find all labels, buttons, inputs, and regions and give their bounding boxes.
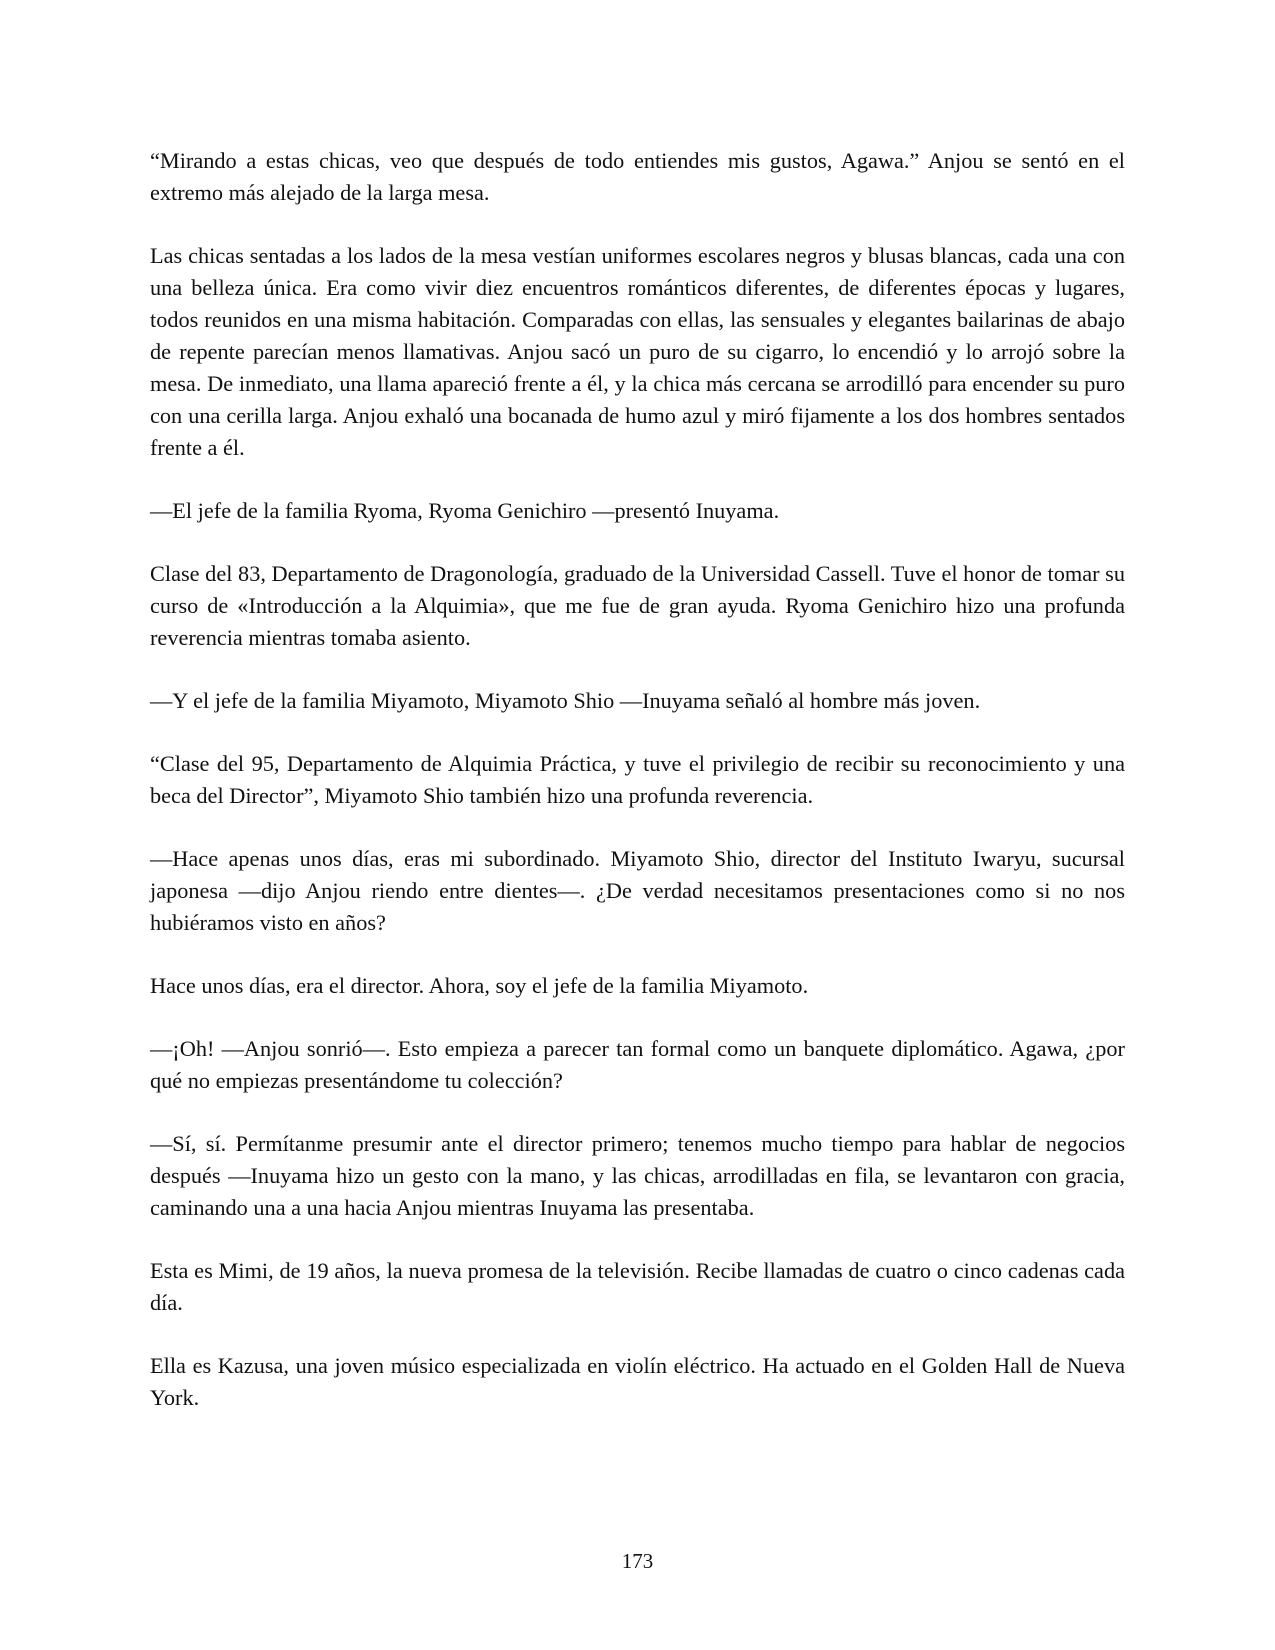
paragraph-8: Hace unos días, era el director. Ahora, soy el jefe de la familia Miyamoto. (150, 973, 809, 998)
page-body (150, 145, 1125, 1445)
paragraph-2: Las chicas sentadas a los lados de la mesa vestían uniformes escolares negros y blusas blancas, cada una con una belleza única. Era como vivir diez encuentros románticos diferentes, de diferentes épocas y lugares, todos reunidos en una misma habitación. Comparadas con ellas, las sensuales y elegantes bailarinas de abajo de repente parecían menos llamativas. Anjou sacó un puro de su cigarro, lo encendió y lo arrojó sobre la mesa. De inmediato, una llama apareció frente a él, y la chica más cercana se arrodilló para encender su puro con una cerilla larga. Anjou exhaló una bocanada de humo azul y miró fijamente a los dos hombres sentados frente a él. (150, 243, 1125, 460)
paragraph-3: —El jefe de la familia Ryoma, Ryoma Genichiro —presentó Inuyama. (150, 498, 780, 523)
paragraph-7: —Hace apenas unos días, eras mi subordinado. Miyamoto Shio, director del Instituto Iwaryu, sucursal japonesa —dijo Anjou riendo entre dientes—. ¿De verdad necesitamos presentaciones como si no nos hubiéramos visto en años? (150, 846, 1125, 935)
paragraph-4: Clase del 83, Departamento de Dragonología, graduado de la Universidad Cassell. Tuve el honor de tomar su curso de «Introducción a la Alquimia», que me fue de gran ayuda. Ryoma Genichiro hizo una profunda reverencia mientras tomaba asiento. (150, 561, 1125, 650)
paragraph-10: —Sí, sí. Permítanme presumir ante el director primero; tenemos mucho tiempo para hablar de negocios después —Inuyama hizo un gesto con la mano, y las chicas, arrodilladas en fila, se levantaron con gracia, caminando una a una hacia Anjou mientras Inuyama las presentaba. (150, 1131, 1125, 1220)
paragraph-1: “Mirando a estas chicas, veo que después de todo entiendes mis gustos, Agawa.” Anjou se sentó en el extremo más alejado de la larga mesa. (150, 148, 1125, 205)
paragraph-5: —Y el jefe de la familia Miyamoto, Miyamoto Shio —Inuyama señaló al hombre más joven. (150, 688, 981, 713)
paragraph-6: “Clase del 95, Departamento de Alquimia Práctica, y tuve el privilegio de recibir su reconocimiento y una beca del Director”, Miyamoto Shio también hizo una profunda reverencia. (150, 751, 1125, 808)
paragraph-12: Ella es Kazusa, una joven músico especializada en violín eléctrico. Ha actuado en el Golden Hall de Nueva York. (150, 1353, 1125, 1410)
paragraph-11: Esta es Mimi, de 19 años, la nueva promesa de la televisión. Recibe llamadas de cuatro o cinco cadenas cada día. (150, 1258, 1125, 1315)
paragraph-9: —¡Oh! —Anjou sonrió—. Esto empieza a parecer tan formal como un banquete diplomático. Agawa, ¿por qué no empiezas presentándome tu colección? (150, 1036, 1125, 1093)
page-number: 173 (621, 1549, 654, 1573)
